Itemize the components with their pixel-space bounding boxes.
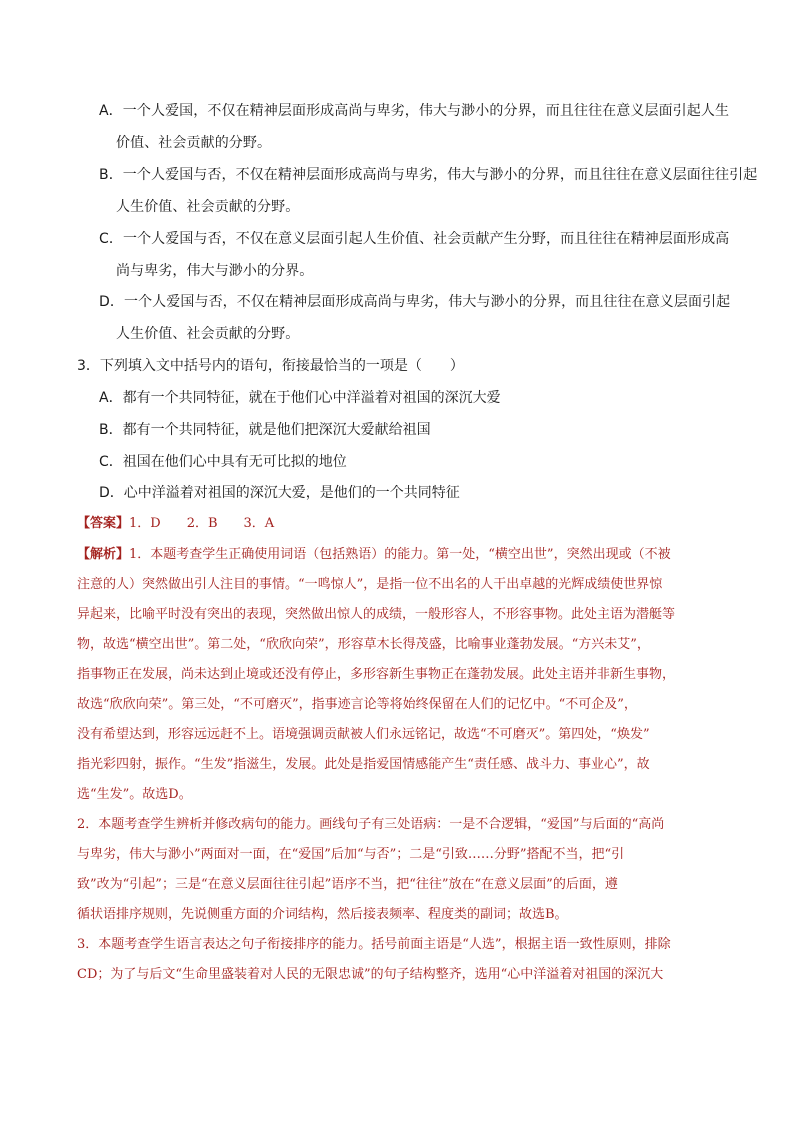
analysis-line: 指事物正在发展，尚未达到止境或还没有停止，多形容新生事物正在蓬勃发展。此处主语并非新生事物， — [77, 667, 676, 682]
answer-line — [77, 514, 274, 534]
analysis-line: 循状语排序规则，先说侧重方面的介词结构，然后接表频率、程度类的副词；故选B。 — [77, 907, 568, 922]
analysis-line: 异起来，比喻平时没有突出的表现，突然做出惊人的成绩，一般形容人，不形容事物。此处主语为潜艇等 — [77, 607, 676, 622]
analysis-line: 3．本题考查学生语言表达之句子衔接排序的能力。括号前面主语是“人选”，根据主语一致性原则，排除 — [77, 937, 671, 952]
analysis-line: 没有希望达到，形容远远赶不上。语境强调贡献被人们永远铭记，故选“不可磨灭”。第四处，“焕发” — [77, 727, 650, 742]
option-2a — [99, 100, 739, 154]
analysis-line: 2．本题考查学生辨析并修改病句的能力。画线句子有三处语病：一是不合逻辑，“爱国”与后面的“高尚 — [77, 817, 665, 832]
analysis-line: 物，故选“横空出世”。第二处，“欣欣向荣”，形容草木长得茂盛，比喻事业蓬勃发展。“方兴未艾”， — [77, 637, 650, 652]
option-line: B．一个人爱国与否，不仅在精神层面形成高尚与卑劣，伟大与渺小的分界，而且往往在意义层面往往引起 — [99, 167, 758, 183]
analysis-line: 与卑劣，伟大与渺小”两面对一面，在“爱国”后加“与否”；二是“引致……分野”搭配不当，把“引 — [77, 847, 625, 862]
option-line: C．一个人爱国与否，不仅在意义层面引起人生价值、社会贡献产生分野，而且往往在精神层面形成高 — [99, 231, 730, 247]
analysis-line: CD；为了与后文“生命里盛装着对人民的无限忠诚”的句子结构整齐，选用“心中洋溢着对祖国的深沉大 — [77, 967, 664, 982]
analysis-line: 注意的人）突然做出引人注目的事情。“一鸣惊人”，是指一位不出名的人干出卓越的光辉成绩使世界惊 — [77, 577, 663, 592]
question-3-stem: 3．下列填入文中括号内的语句，衔接最恰当的一项是（ ） — [77, 358, 464, 374]
analysis-line: 致”改为“引起”；三是“在意义层面往往引起”语序不当，把“往往”放在“在意义层面”的后面，遵 — [77, 877, 618, 892]
option-3d: D．心中洋溢着对祖国的深沉大爱，是他们的一个共同特征 — [99, 485, 460, 501]
option-2b — [99, 164, 758, 218]
option-2d — [99, 291, 739, 345]
analysis-line: 选“生发”。故选D。 — [77, 787, 192, 802]
analysis-tag: 【解析】 — [77, 547, 130, 562]
analysis-line: 故选“欣欣向荣”。第三处，“不可磨灭”，指事迹言论等将始终保留在人们的记忆中。“不可企及”， — [77, 697, 637, 712]
option-continuation: 价值、社会贡献的分野。 — [116, 135, 272, 151]
option-3b: B．都有一个共同特征，就是他们把深沉大爱献给祖国 — [99, 422, 431, 438]
option-line: A．一个人爱国，不仅在精神层面形成高尚与卑劣，伟大与渺小的分界，而且往往在意义层面引起人生 — [99, 103, 730, 119]
option-continuation: 尚与卑劣，伟大与渺小的分界。 — [116, 263, 314, 279]
analysis-line: 指光彩四射，振作。“生发”指滋生，发展。此处是指爱国情感能产生“责任感、战斗力、事业心”，故 — [77, 757, 650, 772]
analysis-line: 【解析】1．本题考查学生正确使用词语（包括熟语）的能力。第一处，“横空出世”，突然出现或（不被 — [77, 547, 671, 562]
answer-tag: 【答案】 — [77, 516, 130, 531]
option-line: D．一个人爱国与否，不仅在精神层面形成高尚与卑劣，伟大与渺小的分界，而且往往在意义层面引起 — [99, 294, 731, 310]
option-continuation: 人生价值、社会贡献的分野。 — [116, 199, 300, 215]
option-continuation: 人生价值、社会贡献的分野。 — [116, 326, 300, 342]
option-2c — [99, 228, 739, 282]
option-3a: A．都有一个共同特征，就在于他们心中洋溢着对祖国的深沉大爱 — [99, 390, 501, 406]
option-3c: C．祖国在他们心中具有无可比拟的地位 — [99, 454, 347, 470]
analysis-block — [77, 540, 729, 990]
answer-text: 1．D 2．B 3．A — [129, 516, 275, 531]
